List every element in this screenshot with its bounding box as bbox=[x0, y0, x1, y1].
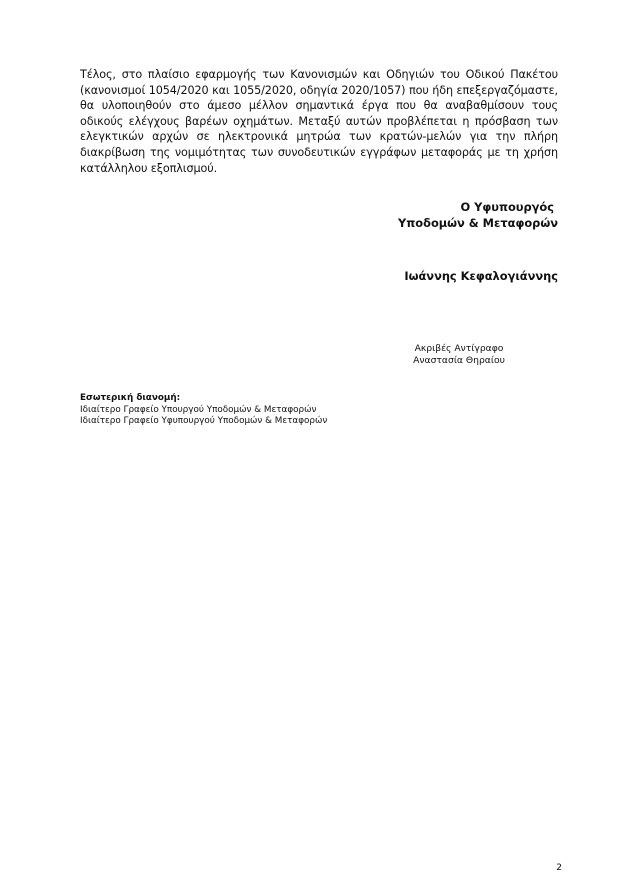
distribution-item: Ιδιαίτερο Γραφείο Υπουργού Υποδομών & Μεταφορών bbox=[80, 404, 317, 415]
signatory-role bbox=[380, 199, 558, 231]
distribution-heading: Εσωτερική διανομή: bbox=[80, 393, 181, 403]
page-number: 2 bbox=[556, 863, 562, 873]
body-paragraph: Τέλος, στο πλαίσιο εφαρμογής των Κανονισμών και Οδηγιών του Οδικού Πακέτου (κανονισμοί 1054/2020 και 1055/2020, οδηγία 2020/1057) που ήδη επεξεργαζόμαστε, θα υλοποιηθούν στο άμεσο μέλλον σημαντικά έργα που θα αναβαθμίσουν τους οδικούς ελέγχους βαρέων οχημάτων. Μεταξύ αυτών προβλέπεται η πρόσβαση των ελεγκτικών αρχών σε ηλεκτρονικά μητρώα των κρατών-μελών για την πλήρη διακρίβωση της νομιμότητας των συνοδευτικών εγγράφων μεταφοράς με τη χρήση κατάλληλου εξοπλισμού. bbox=[80, 68, 558, 175]
internal-distribution bbox=[80, 393, 340, 428]
signatory-role-line1: Ο Υφυπουργός bbox=[460, 200, 554, 214]
certified-copy bbox=[400, 343, 518, 368]
signatory-role-line2: Υποδομών & Μεταφορών bbox=[398, 216, 558, 230]
certified-copy-person: Αναστασία Θηραίου bbox=[413, 355, 505, 367]
signatory-name: Ιωάννης Κεφαλογιάννης bbox=[404, 269, 558, 283]
certified-copy-label: Ακριβές Αντίγραφο bbox=[414, 343, 504, 354]
distribution-item: Ιδιαίτερο Γραφείο Υφυπουργού Υποδομών & Μεταφορών bbox=[80, 416, 328, 427]
